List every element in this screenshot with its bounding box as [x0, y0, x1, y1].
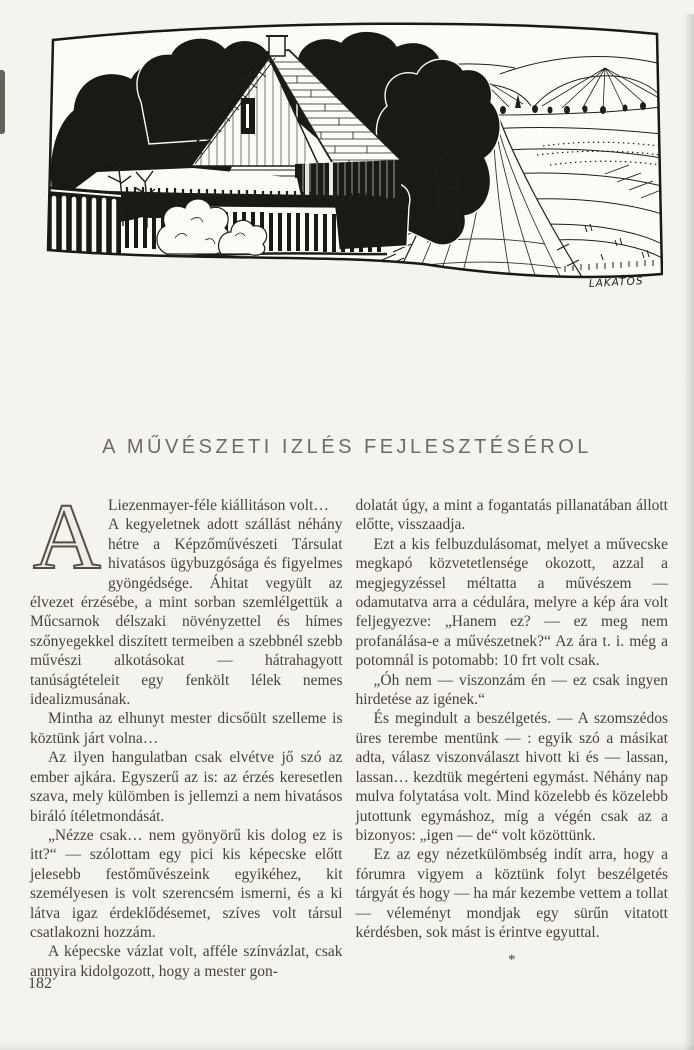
paragraph: Az ilyen hangulatban csak elvétve jő szó az ember ajkára. Egyszerű az is: az érzés keresetlen szava, mely külömben is jellemzi a nem hivatásos biráló ítéletmondását.: [30, 749, 343, 825]
illustration-drawing: [45, 14, 663, 292]
scanned-page: [0, 14, 694, 1050]
paragraph: dolatát úgy, a mint a fogantatás pillanatában állott előtte, visszaadja.: [355, 497, 668, 534]
section-break-asterisk: *: [508, 952, 516, 969]
column-left: [30, 485, 343, 981]
headpiece-illustration: [45, 14, 663, 292]
paragraph: És megindult a beszélgetés. — A szomszédos üres terembe mentünk — : egyik szó a másikat adta, válasz viszonválaszt hivott ki és — lassan, lassan… kezdtük megérteni egymást. Néhány nap mulva folytatása volt. Mind közelebb és közelebb jutottunk egymáshoz, míg a végén csak az a bizonyos: „igen — de“ volt közöttünk.: [355, 710, 668, 844]
paragraph: Ez az egy nézetkülömbség indít arra, hogy a fórumra vigyem a köztünk folyt beszélgetés tárgyát és hogy — ha már kezembe vettem a tollat — véleményt mondjak egy sürűn vitatott kérdésben, sok mást is érintve egyuttal.: [355, 846, 668, 941]
scan-edge-smudge: [0, 70, 5, 134]
paragraph: Ezt a kis felbuzdulásomat, melyet a művecske megkapó közvetetlensége okozott, azzal a megjegyzéssel méltatta a művészem — odamutatva arra a cédulára, melyre a kép ára volt feljegyezve: „Hanem ez? — ez meg nem profanálása-e a művészetnek?“ Az ára t. i. még a potomnál is potomabb: 10 frt volt csak.: [355, 535, 668, 670]
paragraph: „Nézze csak… nem gyönyörű kis dolog ez is itt?“ — szólottam egy pici kis képecske előtt jelesebb festőművészeink egyikéhez, kit személyesen is volt szerencsém ismerni, és a ki látva igaz érdeklődésemet, szíves volt társul csatlakozni hozzám.: [30, 826, 343, 941]
paragraph: Mintha az elhunyt mester dicsőült szelleme is köztünk járt volna…: [30, 710, 343, 747]
drop-cap: A: [33, 485, 101, 589]
paragraph: „Óh nem — viszonzám én — ez csak ingyen hirdetése az igének.“: [355, 671, 668, 709]
page-edge-shadow: [684, 14, 694, 1050]
artist-signature: LAKATOS: [588, 275, 644, 290]
chimney: [269, 36, 285, 56]
page-number: 182: [28, 975, 52, 992]
column-right: [356, 496, 669, 981]
paragraph: [30, 485, 343, 709]
paragraph-text: A kegyeletnek adott szállást néhány hétre a Képzőművészeti Társulat hivatásos ügybuzgósága és figyelmes gyöngédsége. Áhitat vegyült az élvezet érzésébe, a mint sorban szemlélgettük a Műcsarnok délszaki növényzettel és hímes szőnyegekkel diszített termeiben a szebbnél szebb művészi alkotásokat — hátrahagyott tanúságtételeit egy fenkölt lélek nemes idealizmusának.: [30, 516, 343, 709]
text-columns: [30, 485, 668, 981]
paragraph: A képecske vázlat volt, afféle színvázlat, csak annyira kidolgozott, hogy a mester gon-: [30, 943, 343, 980]
page-bottom-shadow: [0, 1042, 694, 1050]
article-title: A MŰVÉSZETI IZLÉS FEJLESZTÉSÉROL: [102, 436, 592, 458]
paragraph-text: Liezenmayer-féle kiállitáson volt…: [108, 497, 329, 514]
